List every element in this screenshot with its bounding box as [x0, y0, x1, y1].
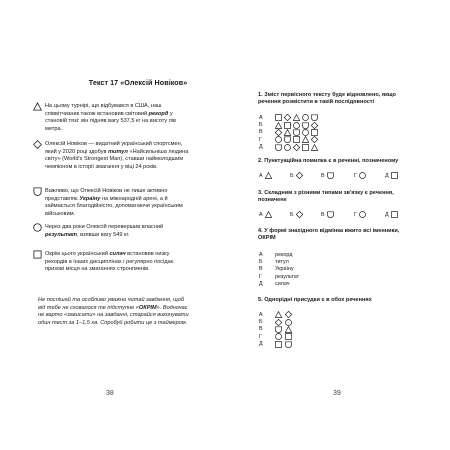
answer-letter: Д: [259, 144, 263, 151]
paragraph-text: Олексій Новіков — видатний український спортсмен, який у 2020 році здобув: [45, 141, 183, 155]
paragraph-diamond: [45, 141, 190, 171]
q4-option[interactable]: [259, 281, 299, 288]
square-icon: [33, 250, 42, 259]
answer-letter: Г: [259, 136, 262, 143]
q1-row[interactable]: [259, 114, 321, 121]
answer-letter: А: [259, 172, 263, 179]
paragraph-text: Важливо, що Олексій Новіков не лише активно представляє: [45, 188, 168, 202]
answer-letter: Б: [290, 172, 294, 179]
q2-option-a[interactable]: [259, 172, 272, 179]
answer-letter: Б: [259, 319, 263, 326]
q3-options: [259, 211, 409, 221]
symbol-pair-icon: [275, 311, 293, 318]
q4-option[interactable]: [259, 273, 299, 280]
answer-word: Україну: [275, 266, 294, 273]
answer-letter: В: [321, 172, 325, 179]
circle-icon: [359, 211, 366, 218]
tip-note: [38, 297, 190, 327]
q2-options: [259, 172, 409, 182]
symbol-pair-icon: [275, 341, 293, 348]
paragraph-square: [45, 251, 190, 274]
q4-answer-list: [259, 251, 299, 288]
q3-option-a[interactable]: [259, 211, 272, 218]
q4-option[interactable]: [259, 266, 299, 273]
q5-row[interactable]: [259, 318, 293, 325]
paragraph-text: , взявши вагу 549 кг.: [77, 231, 130, 238]
answer-letter: Д: [385, 211, 389, 218]
symbol-row-icon: [275, 114, 321, 121]
answer-letter: Б: [259, 259, 263, 266]
shield-icon: [33, 187, 42, 196]
circle-icon: [359, 172, 366, 179]
question-4: 4. У формі знахідного відмінка вжито всі іменники, ОКРІМ: [258, 228, 400, 242]
square-icon: [391, 211, 398, 218]
answer-letter: В: [259, 266, 263, 273]
symbol-pair-icon: [275, 319, 293, 326]
q2-option-c[interactable]: [321, 172, 334, 179]
paragraph-text: встановив низку рекордів в інших дисциплінах і регулярно посідає призові місця на змаганнях стронгменів.: [45, 251, 174, 273]
answer-letter: Г: [259, 273, 262, 280]
answer-word: титул: [275, 259, 289, 266]
answer-word: силач: [275, 281, 290, 288]
answer-letter: А: [259, 251, 263, 258]
question-2: 2. Пунктуаційна помилка є в реченні, позначеному: [258, 158, 399, 164]
keyword: рекорд: [148, 110, 169, 117]
symbol-row-icon: [275, 122, 321, 129]
q1-row[interactable]: [259, 121, 321, 128]
q3-option-b[interactable]: [290, 211, 303, 218]
paragraph-text: Через два роки Олексій перевершив власний: [45, 224, 164, 230]
answer-word: результат: [275, 273, 300, 280]
q4-option[interactable]: [259, 251, 299, 258]
answer-letter: В: [259, 129, 263, 136]
tip-text: ». Водночас не варто «зависати» на завданні, старайся виконувати один тест за 1–1,5 хв. Спробуй робити це з таймером.: [38, 304, 189, 326]
paragraph-text: у становій тязі: він підняв вагу 537,5 кг на висоту пів метра.: [45, 110, 176, 132]
paragraph-text: «Найсильніша людина світу» (World's Strongest Man), ставши наймолодшим чемпіоном в історії змагання у віці 24 років.: [45, 148, 189, 170]
paragraph-shield: [45, 188, 190, 218]
q5-row[interactable]: [259, 311, 293, 318]
answer-letter: Г: [354, 211, 357, 218]
q2-option-d[interactable]: [354, 172, 366, 179]
question-3: 3. Складним з різними типами зв'язку є речення, позначене: [258, 190, 394, 204]
page-number-left: 38: [106, 390, 114, 397]
answer-letter: А: [259, 211, 263, 218]
paragraph-text: Окрім цього український: [45, 251, 110, 257]
q3-option-e[interactable]: [385, 211, 398, 218]
symbol-row-icon: [275, 136, 321, 143]
q2-option-e[interactable]: [385, 172, 398, 179]
symbol-row-icon: [275, 129, 321, 136]
answer-letter: Б: [290, 211, 294, 218]
page-number-right: 39: [333, 390, 341, 397]
q4-option[interactable]: [259, 258, 299, 265]
question-5: 5. Однорідні присудки є в обох реченнях: [258, 297, 372, 303]
answer-letter: Д: [385, 172, 389, 179]
q1-answer-grid: [259, 114, 321, 151]
answer-letter: А: [259, 311, 263, 318]
symbol-pair-icon: [275, 326, 293, 333]
paragraph-circle: [45, 224, 190, 239]
symbol-pair-icon: [275, 333, 293, 340]
q1-row[interactable]: [259, 136, 321, 143]
answer-letter: Д: [259, 281, 263, 288]
square-icon: [391, 172, 398, 179]
q5-row[interactable]: [259, 326, 293, 333]
q1-row[interactable]: [259, 144, 321, 151]
q5-answer-grid: [259, 311, 293, 348]
q5-row[interactable]: [259, 341, 293, 348]
triangle-icon: [265, 211, 272, 218]
triangle-icon: [33, 102, 42, 111]
tip-keyword: ОКРІМ: [138, 304, 157, 311]
answer-letter: В: [259, 326, 263, 333]
diamond-icon: [296, 172, 303, 179]
answer-letter: Г: [259, 333, 262, 340]
q1-row[interactable]: [259, 129, 321, 136]
tip-text: Не поспішай та особливо уважно читай завдання, щоб від тебе не сховалося те підступне «: [38, 297, 185, 311]
q3-option-d[interactable]: [354, 211, 366, 218]
answer-letter: Д: [259, 341, 263, 348]
answer-letter: Б: [259, 122, 263, 129]
symbol-row-icon: [275, 144, 321, 151]
diamond-icon: [296, 211, 303, 218]
paragraph-text: На цьому турнірі, що відбувався в США, наш співвітчизник також встановив світовий: [45, 103, 162, 117]
keyword: Україну: [79, 195, 101, 202]
answer-letter: В: [321, 211, 325, 218]
keyword: титул: [108, 148, 128, 155]
keyword: силач: [109, 251, 126, 257]
question-1: 1. Зміст первісного тексту буде відновлено, якщо речення розмістити в такій послідовності: [258, 92, 396, 106]
answer-letter: А: [259, 114, 263, 121]
diamond-icon: [33, 140, 42, 149]
q5-row[interactable]: [259, 333, 293, 340]
q3-option-c[interactable]: [321, 211, 334, 218]
answer-letter: Г: [354, 172, 357, 179]
answer-word: рекорд: [275, 251, 293, 258]
text-title: Текст 17 «Олексій Новіков»: [88, 78, 188, 87]
keyword: результат: [45, 231, 77, 238]
right-page: [225, 0, 450, 450]
q2-option-b[interactable]: [290, 172, 303, 179]
paragraph-text: на міжнародній арені, а й займається благодійністю, допомагаючи українським військовим.: [45, 195, 183, 217]
shield-icon: [327, 211, 334, 218]
paragraph-triangle: [45, 103, 190, 133]
circle-icon: [33, 223, 42, 232]
shield-icon: [327, 172, 334, 179]
triangle-icon: [265, 172, 272, 179]
